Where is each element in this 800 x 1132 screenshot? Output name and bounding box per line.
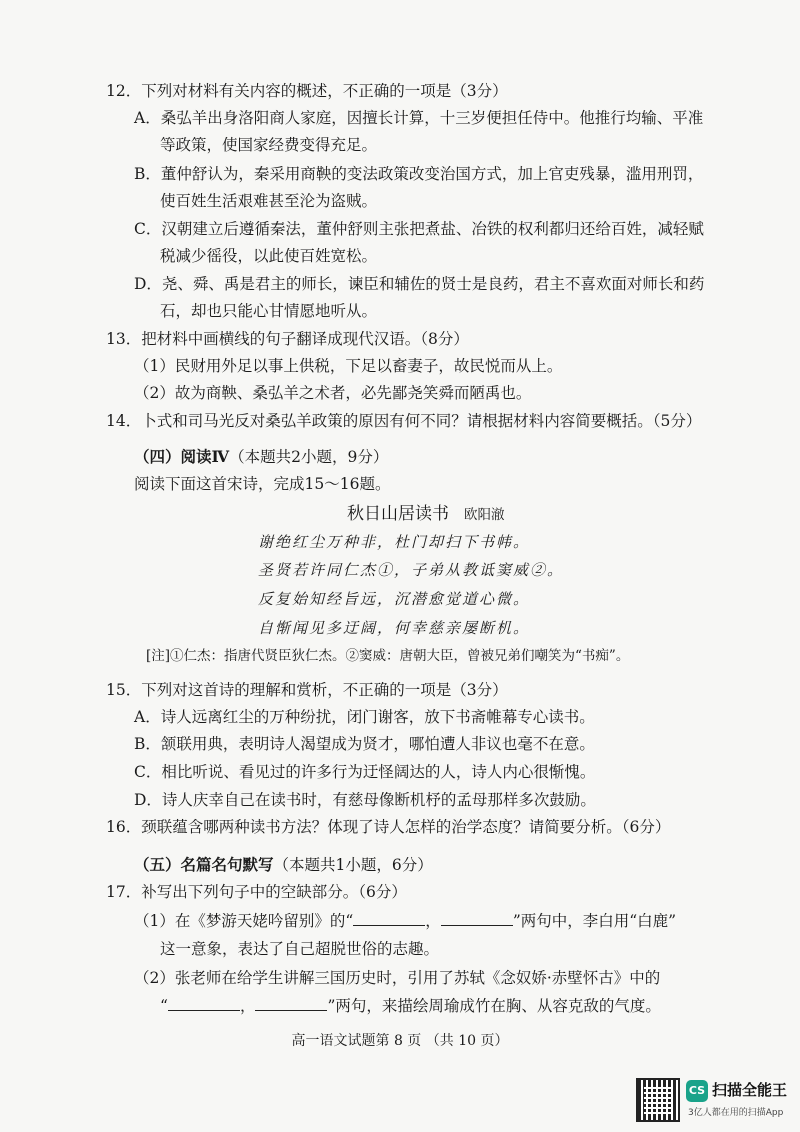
q17-part-1-cont: 这一意象，表达了自己超脱世俗的志趣。: [160, 940, 440, 958]
q12-option-b: B．董仲舒认为，秦采用商鞅的变法政策改变治国方式，加上官吏残暴，滥用刑罚，: [134, 165, 704, 183]
poem-line-4: 自惭闻见多迂阔，何幸慈亲屡断机。: [258, 619, 531, 637]
q12-stem: 12．下列对材料有关内容的概述，不正确的一项是（3分）: [106, 82, 508, 100]
q15-stem: 15．下列对这首诗的理解和赏析，不正确的一项是（3分）: [106, 681, 508, 699]
poem-line-2: 圣贤若许同仁杰①，子弟从教诋窦威②。: [258, 561, 565, 579]
q17-blank-2[interactable]: [441, 911, 513, 926]
q15-option-b: B．颔联用典，表明诗人渴望成为贤才，哪怕遭人非议也毫不在意。: [134, 735, 595, 753]
q17-stem: 17．补写出下列句子中的空缺部分。（6分）: [106, 883, 407, 901]
poem-author: 欧阳澈: [464, 507, 505, 523]
q13-stem: 13．把材料中画横线的句子翻译成现代汉语。（8分）: [106, 330, 469, 348]
section-4-title: （四）阅读Ⅳ: [134, 447, 230, 466]
poem-footnote: [注]①仁杰：指唐代贤臣狄仁杰。②窦威：唐朝大臣，曾被兄弟们嘲笑为“书痴”。: [146, 648, 630, 664]
q13-sentence-2: （2）故为商鞅、桑弘羊之术者，必先鄙尧笑舜而陋禹也。: [134, 384, 532, 402]
section-5-heading: [134, 854, 433, 876]
q12-option-c: C．汉朝建立后遵循秦法，董仲舒则主张把煮盐、冶铁的权利都归还给百姓，减轻赋: [134, 220, 704, 238]
poem-intro: 阅读下面这首宋诗，完成15～16题。: [134, 475, 391, 493]
q15-option-a: A．诗人远离红尘的万种纷扰，闭门谢客，放下书斋帷幕专心读书。: [134, 708, 595, 726]
q16-stem: 16．颈联蕴含哪两种读书方法？体现了诗人怎样的治学态度？请简要分析。（6分）: [106, 818, 671, 836]
section-4-heading: [134, 446, 388, 468]
poem-line-3: 反复始知经旨远，沉潜愈觉道心微。: [258, 590, 531, 608]
q12-option-d: D．尧、舜、禹是君主的师长，谏臣和辅佐的贤士是良药，君主不喜欢面对师长和药: [134, 275, 705, 293]
q17-part-2: （2）张老师在给学生讲解三国历史时，引用了苏轼《念奴娇·赤壁怀古》中的: [134, 969, 661, 987]
qr-code-icon: [636, 1078, 680, 1122]
q17-part-1-prefix: （1）在《梦游天姥吟留别》的“: [134, 912, 354, 930]
q17-part-2-prefix: “: [160, 997, 168, 1015]
q12-option-a-cont: 等政策，使国家经费变得充足。: [160, 136, 378, 154]
camscanner-tagline: 3亿人都在用的扫描App: [688, 1108, 784, 1118]
section-4-note: （本题共2小题，9分）: [229, 448, 389, 466]
section-5-title: （五）名篇名句默写: [134, 855, 274, 874]
q14-stem: 14．卜式和司马光反对桑弘羊政策的原因有何不同？请根据材料内容简要概括。（5分）: [106, 412, 702, 430]
q15-option-d: D．诗人庆幸自己在读书时，有慈母像断机杼的孟母那样多次鼓励。: [134, 791, 596, 809]
q17-part-1-comma: ，: [425, 912, 441, 930]
q17-blank-4[interactable]: [255, 996, 327, 1011]
poem-line-1: 谢绝红尘万种非，杜门却扫下书帏。: [258, 533, 531, 551]
q17-blank-1[interactable]: [353, 911, 425, 926]
page-footer: 高一语文试题第 8 页 （共 10 页）: [291, 1033, 509, 1049]
q17-part-1: [134, 910, 676, 932]
q17-part-1-suffix: ”两句中，李白用“白鹿”: [512, 912, 677, 930]
camscanner-logo-icon: CS: [686, 1080, 708, 1102]
q17-part-2-cont: [160, 995, 661, 1017]
q17-blank-3[interactable]: [168, 996, 240, 1011]
q17-part-2-suffix: ”两句，来描绘周瑜成竹在胸、从容克敌的气度。: [327, 997, 661, 1015]
q15-option-c: C．相比听说、看见过的许多行为迂怪阔达的人，诗人内心很惭愧。: [134, 763, 596, 781]
q12-option-a: A．桑弘羊出身洛阳商人家庭，因擅长计算，十三岁便担任侍中。他推行均输、平准: [134, 109, 704, 127]
poem-title: 秋日山居读书: [347, 504, 449, 524]
q12-option-d-cont: 石，却也只能心甘情愿地听从。: [160, 302, 378, 320]
q12-option-b-cont: 使百姓生活艰难甚至沦为盗贼。: [160, 192, 378, 210]
q13-sentence-1: （1）民财用外足以事上供税，下足以畜妻子，故民悦而从上。: [134, 357, 563, 375]
section-5-note: （本题共1小题，6分）: [273, 856, 433, 874]
q17-part-2-comma: ，: [239, 997, 256, 1015]
camscanner-name: 扫描全能王: [712, 1081, 788, 1099]
q12-option-c-cont: 税减少徭役，以此使百姓宽松。: [160, 247, 378, 265]
